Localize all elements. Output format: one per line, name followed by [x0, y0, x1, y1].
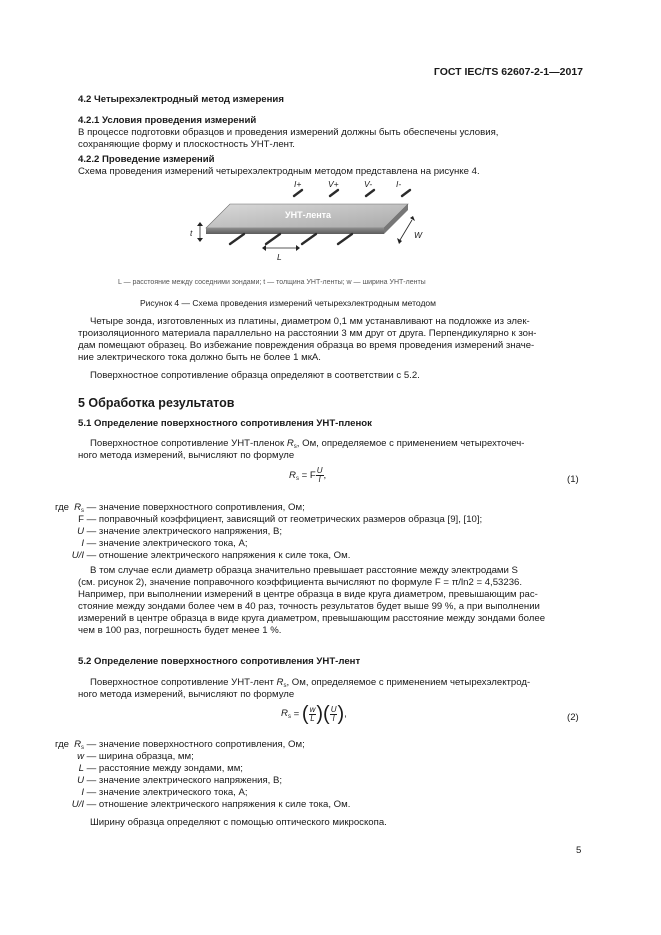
section-5-1-para-line-1: В том случае если диаметр образца значительно превышает расстояние между электродами S	[90, 565, 518, 576]
probe-wire-3-lower	[302, 234, 316, 244]
probe-wire-2	[330, 190, 338, 196]
definition-u: U — значение электрического напряжения, В;	[77, 526, 283, 537]
section-5-1-text-2: ного метода измерений, вычисляют по формуле	[78, 450, 295, 461]
probes-text-line-3: дам помещают образец. Во избежание повреждения образца во время проведения измерений значе-	[78, 340, 535, 351]
probe-wire-3	[366, 190, 374, 196]
definition-w: w — ширина образца, мм;	[77, 751, 194, 762]
reference-text: Поверхностное сопротивление образца определяют в соответствии с 5.2.	[90, 370, 420, 381]
probe-label-v-plus: V+	[328, 179, 339, 189]
section-5-1-para-line-4: стояние между зондами более чем в 40 раз, точность результатов будет выше 99 %, а при выполнении	[78, 601, 540, 612]
definition-i-2: I — значение электрического тока, А;	[81, 787, 248, 798]
definitions-2	[54, 739, 350, 811]
definition-u-over-i: U/I — отношение электрического напряжения к силе тока, Ом.	[71, 550, 351, 561]
definition-u-2: U — значение электрического напряжения, В;	[77, 775, 283, 786]
width-label: W	[414, 230, 423, 240]
section-5-2-text-2: ного метода измерений, вычисляют по формуле	[78, 689, 295, 700]
section-5-1-text-1: Поверхностное сопротивление УНТ-пленок $R_s$, Ом, определяемое с применением четырехточеч-	[90, 438, 525, 450]
where-label-2: где	[55, 739, 70, 750]
probe-wire-2-lower	[266, 234, 280, 244]
section-5-1-title: 5.1 Определение поверхностного сопротивления УНТ-пленок	[78, 418, 372, 429]
equation-2: $R_s$ = ( $\frac{w}{L}$ )( $\frac{U}{I}$ ),	[281, 703, 347, 725]
section-5-2-text-1: Поверхностное сопротивление УНТ-лент $R_s$, Ом, определяемое с применением четырехэлектрод-	[90, 677, 531, 689]
section-4-2-2-title: 4.2.2 Проведение измерений	[78, 154, 215, 165]
section-5-title: 5 Обработка результатов	[78, 396, 235, 410]
section-5-1-para-line-6: чем в 100 раз, погрешность будет менее 1 %.	[78, 625, 282, 636]
ribbon-front-face	[206, 228, 384, 234]
definitions-1	[54, 502, 482, 562]
equation-2-number: (2)	[567, 712, 579, 723]
probe-wires-back	[294, 190, 410, 196]
page-number: 5	[576, 845, 582, 856]
equation-1: $R_s = F$ $\frac{U}{I}$ ,	[289, 466, 327, 484]
definition-l: L — расстояние между зондами, мм;	[78, 763, 243, 774]
section-4-2-1-text-2: сохраняющие форму и плоскостность УНТ-лент.	[78, 139, 295, 150]
figure-legend: L — расстояние между соседними зондами; t — толщина УНТ-ленты; w — ширина УНТ-ленты	[118, 279, 426, 286]
probes-text-line-2: троизоляционного материала параллельно на расстоянии 3 мм друг от друга. Перпендикулярно к зон-	[78, 328, 537, 339]
definition-f: F — поправочный коэффициент, зависящий от геометрических размеров образца [9], [10];	[78, 514, 483, 525]
definition-i: I — значение электрического тока, А;	[81, 538, 248, 549]
probes-text-line-4: ние электрического тока должно быть не более 1 мкА.	[78, 352, 321, 363]
probes-text-line-1: Четыре зонда, изготовленных из платины, диаметром 0,1 мм устанавливают на подложке из элек-	[90, 316, 530, 327]
section-5-2-title: 5.2 Определение поверхностного сопротивления УНТ-лент	[78, 656, 361, 667]
section-5-1-para-line-2: (см. рисунок 2), значение поправочного коэффициента вычисляют по формуле F = π/ln2 = 4,53236.	[78, 577, 523, 588]
section-4-2-2-text: Схема проведения измерений четырехэлектродным методом представлена на рисунке 4.	[78, 166, 480, 177]
probe-label-i-minus: I-	[396, 179, 402, 189]
section-5-1-para-line-3: Например, при выполнении измерений в центре образца в виде круга диаметром, превышающим рас-	[78, 589, 538, 600]
thickness-dimension	[190, 222, 203, 242]
section-4-2-1-title: 4.2.1 Условия проведения измерений	[78, 115, 257, 126]
section-5-1-para-line-5: измерений в центре образца в виде круга диаметром, превышающим расстояние между зондами более	[78, 613, 546, 624]
document-code: ГОСТ IEC/TS 62607-2-1—2017	[433, 66, 583, 78]
section-4-2-1-text-1: В процессе подготовки образцов и проведения измерений должны быть обеспечены условия,	[78, 127, 499, 138]
section-4-2-title: 4.2 Четырехэлектродный метод измерения	[78, 94, 284, 105]
where-label: где	[55, 502, 70, 513]
probe-wire-1-lower	[230, 234, 244, 244]
four-probe-diagram	[190, 178, 450, 273]
definition-rs-2: $R_s$ — значение поверхностного сопротивления, Ом;	[74, 739, 305, 751]
width-dimension	[397, 216, 423, 244]
probe-wire-1	[294, 190, 302, 196]
probe-wire-4-lower	[338, 234, 352, 244]
thickness-label: t	[190, 228, 193, 238]
probe-label-v-minus: V-	[364, 179, 373, 189]
probe-label-i-plus: I+	[294, 179, 302, 189]
figure-caption: Рисунок 4 — Схема проведения измерений четырехэлектродным методом	[140, 298, 436, 308]
probe-wire-4	[402, 190, 410, 196]
spacing-dimension	[262, 245, 300, 262]
equation-1-number: (1)	[567, 474, 579, 485]
definition-rs: $R_s$ — значение поверхностного сопротивления, Ом;	[74, 502, 305, 514]
ribbon-label: УНТ-лента	[285, 210, 332, 220]
definition-u-over-i-2: U/I — отношение электрического напряжения к силе тока, Ом.	[71, 799, 351, 810]
spacing-label: L	[277, 252, 282, 262]
section-5-2-last-line: Ширину образца определяют с помощью оптического микроскопа.	[90, 817, 387, 828]
probe-wires-front	[230, 234, 352, 244]
